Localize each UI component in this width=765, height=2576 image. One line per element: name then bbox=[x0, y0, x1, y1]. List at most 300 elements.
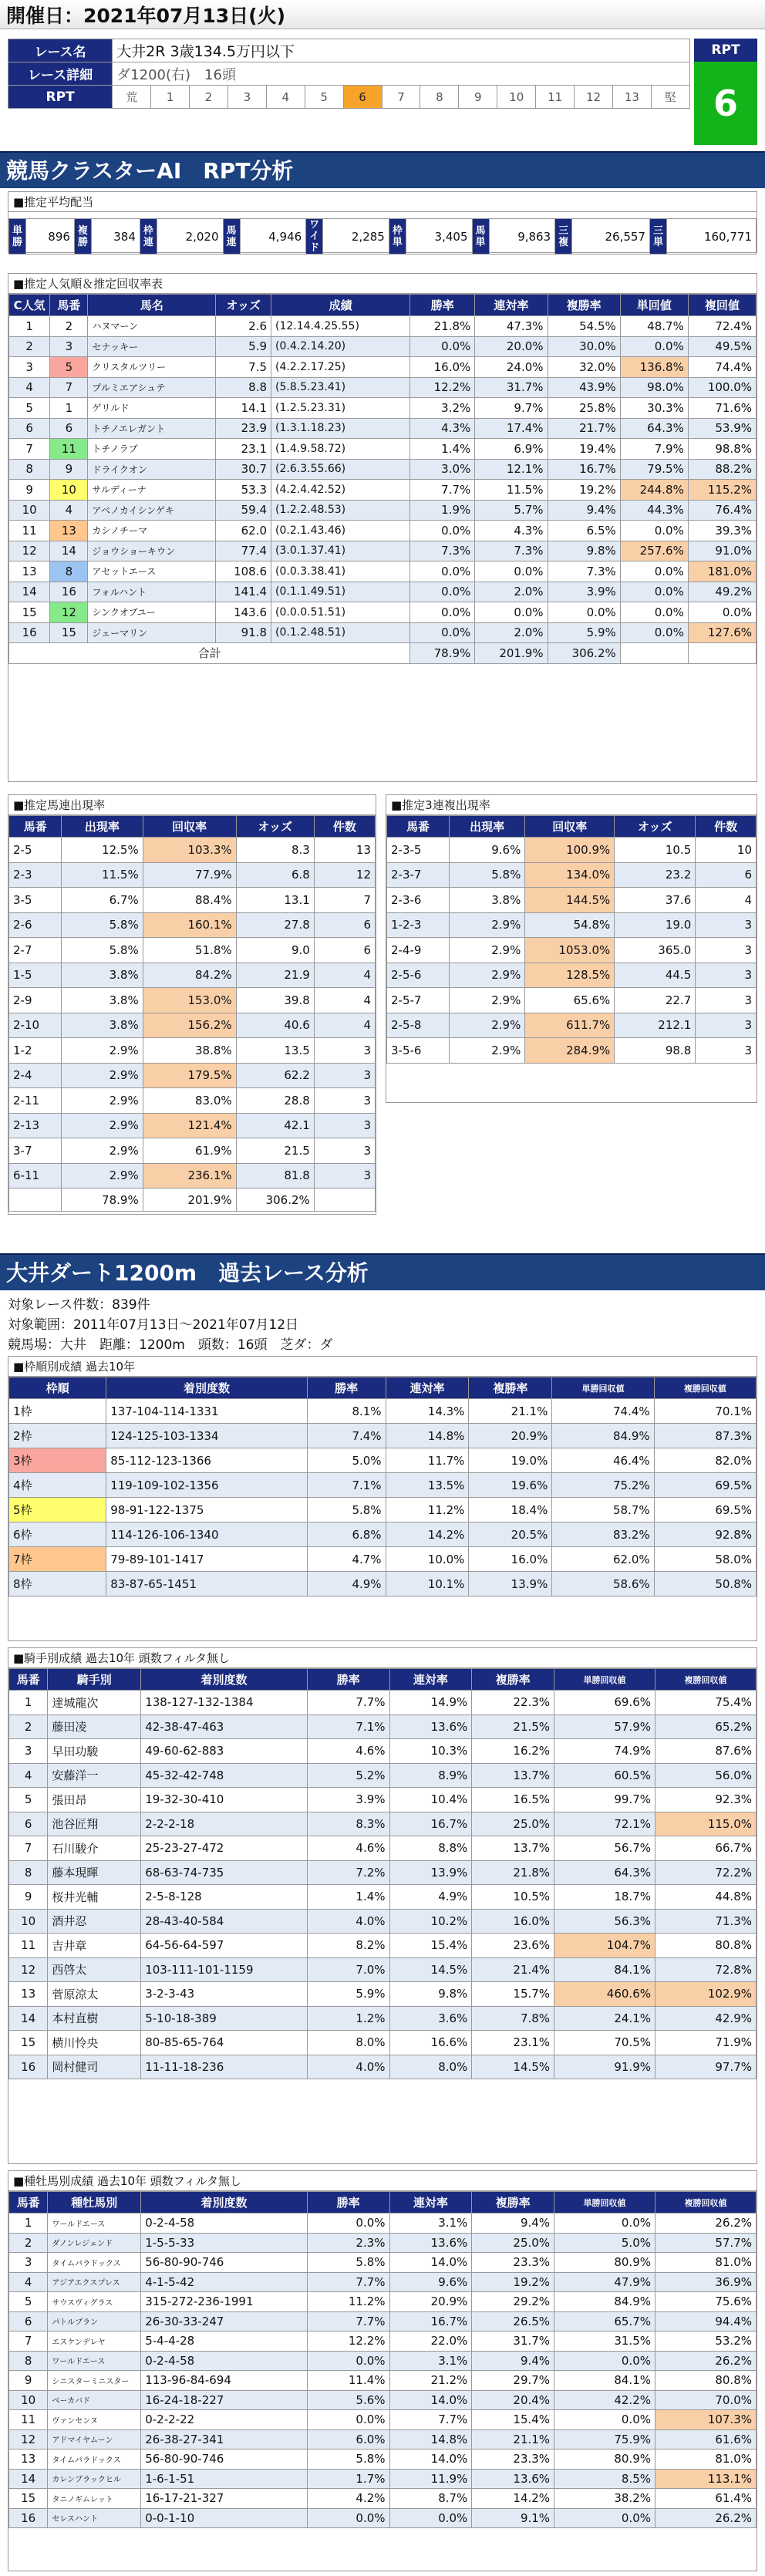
joctbl-cell: 21.5% bbox=[472, 1715, 554, 1739]
popularity-cell: 6 bbox=[9, 418, 50, 439]
joctbl-cell: 8.0% bbox=[307, 2031, 389, 2055]
wakutbl-cell: 21.1% bbox=[469, 1399, 552, 1424]
wakutbl-cell: 114-126-106-1340 bbox=[106, 1522, 308, 1547]
avg-key: 馬 単 bbox=[472, 219, 489, 255]
table-row bbox=[9, 1522, 757, 1547]
siretbl-cell: 75.9% bbox=[554, 2429, 655, 2450]
popularity-cell: 74.4% bbox=[688, 357, 756, 378]
umatbl-cell: 88.4% bbox=[143, 888, 236, 913]
popularity-cell: 3 bbox=[50, 336, 88, 357]
joctbl-cell: 21.4% bbox=[472, 1957, 554, 1982]
joctbl-cell: 16.6% bbox=[389, 2031, 472, 2055]
analysis-conditions: 競馬場：大井 距離：1200m 頭数：16頭 芝ダ：ダ bbox=[8, 1337, 333, 1353]
race-detail: ダ1200(右) 16頭 bbox=[113, 62, 690, 86]
popularity-header: 勝率 bbox=[410, 295, 475, 316]
avg-value: 160,771 bbox=[666, 219, 756, 255]
joctbl-cell: 14.5% bbox=[389, 1957, 472, 1982]
table-row bbox=[9, 1885, 757, 1910]
table-row bbox=[9, 1547, 757, 1572]
popularity-cell: 7.3% bbox=[475, 541, 548, 561]
wakutbl-cell: 7.1% bbox=[307, 1473, 386, 1498]
umatbl-cell: 62.2 bbox=[236, 1063, 314, 1088]
umatbl-cell: 2.9% bbox=[62, 1138, 143, 1164]
siretbl-cell: 84.1% bbox=[554, 2371, 655, 2391]
joctbl-cell: 16.0% bbox=[472, 1909, 554, 1934]
siretbl-cell: 57.7% bbox=[655, 2233, 757, 2253]
siretbl-cell: 16.7% bbox=[389, 2311, 472, 2332]
popularity-cell: 0.0% bbox=[688, 602, 756, 623]
wakutbl-cell: 87.3% bbox=[654, 1424, 756, 1448]
siretbl-cell: 13.6% bbox=[472, 2469, 554, 2489]
popularity-cell: 9.4% bbox=[548, 500, 620, 521]
wakutbl-cell: 58.6% bbox=[552, 1572, 654, 1597]
umatbl-cell: 6 bbox=[314, 938, 375, 963]
joctbl-cell: 68-63-74-735 bbox=[141, 1860, 308, 1885]
wakutbl-cell: 5枠 bbox=[9, 1498, 106, 1522]
umatbl-cell: 6 bbox=[314, 912, 375, 938]
joctbl-cell: 西啓太 bbox=[48, 1957, 141, 1982]
avg-value: 896 bbox=[26, 219, 75, 255]
joctbl-header: 連対率 bbox=[389, 1669, 472, 1691]
joctbl-cell: 25.0% bbox=[472, 1812, 554, 1836]
siretbl-cell: アジアエクスプレス bbox=[48, 2272, 141, 2292]
popularity-cell: アベノカイシンゲキ bbox=[88, 500, 216, 521]
table-row bbox=[9, 1812, 757, 1836]
table-row bbox=[9, 2272, 757, 2292]
umatbl-cell: 2-5 bbox=[9, 838, 62, 863]
siretbl-cell: 3.1% bbox=[389, 2351, 472, 2371]
table-row bbox=[9, 1739, 757, 1764]
siretbl-cell: 16-17-21-327 bbox=[141, 2489, 308, 2509]
popularity-cell: 108.6 bbox=[216, 561, 271, 582]
wakutbl-cell: 70.1% bbox=[654, 1399, 756, 1424]
joctbl-cell: 13.7% bbox=[472, 1836, 554, 1861]
santbl-cell: 2.9% bbox=[449, 988, 524, 1013]
siretbl-header: 勝率 bbox=[307, 2192, 389, 2214]
rpt-header: RPT bbox=[694, 39, 757, 62]
siretbl-cell: 14.8% bbox=[389, 2429, 472, 2450]
popularity-cell: 16.0% bbox=[410, 357, 475, 378]
popularity-cell: 0.0% bbox=[548, 602, 620, 623]
popularity-cell: 79.5% bbox=[620, 459, 688, 480]
siretbl-header: 馬番 bbox=[9, 2192, 48, 2214]
umatbl-cell: 3-7 bbox=[9, 1138, 62, 1164]
joctbl-header: 単勝回収値 bbox=[554, 1669, 655, 1691]
popularity-cell: 30.0% bbox=[548, 336, 620, 357]
popularity-cell: 39.3% bbox=[688, 521, 756, 541]
popularity-cell: (0.0.3.38.41) bbox=[271, 561, 410, 582]
table-row bbox=[9, 459, 757, 480]
joctbl-cell: 10 bbox=[9, 1909, 48, 1934]
umatbl-cell: 156.2% bbox=[143, 1013, 236, 1038]
table-row bbox=[9, 1836, 757, 1861]
umatbl-cell: 3.8% bbox=[62, 963, 143, 988]
popularity-cell: シンクオブユー bbox=[88, 602, 216, 623]
banner-analysis: 大井ダート1200m 過去レース分析 bbox=[0, 1253, 765, 1290]
popularity-cell: 0.0% bbox=[475, 561, 548, 582]
santbl-cell: 365.0 bbox=[615, 938, 696, 963]
joctbl-cell: 80-85-65-764 bbox=[141, 2031, 308, 2055]
wakutbl-cell: 58.7% bbox=[552, 1498, 654, 1522]
siretbl-cell: 80.9% bbox=[554, 2450, 655, 2470]
wakutbl-cell: 20.9% bbox=[469, 1424, 552, 1448]
santbl-cell: 54.8% bbox=[525, 912, 615, 938]
popularity-header: 馬名 bbox=[88, 295, 216, 316]
popularity-cell: 25.8% bbox=[548, 398, 620, 419]
sanrenpuku-title: ■推定3連複出現率 bbox=[386, 795, 757, 815]
joctbl-cell: 11-11-18-236 bbox=[141, 2055, 308, 2079]
siretbl-cell: 9.1% bbox=[472, 2508, 554, 2528]
popularity-cell: 3.9% bbox=[548, 582, 620, 602]
wakutbl-cell: 84.9% bbox=[552, 1424, 654, 1448]
umatbl-cell: 81.8 bbox=[236, 1163, 314, 1189]
umatbl-header: 回収率 bbox=[143, 816, 236, 838]
popularity-cell: 11.5% bbox=[475, 480, 548, 501]
joctbl-cell: 21.8% bbox=[472, 1860, 554, 1885]
santbl-header: 出現率 bbox=[449, 816, 524, 838]
popularity-cell: 0.0% bbox=[620, 561, 688, 582]
joctbl-cell: 56.3% bbox=[554, 1909, 655, 1934]
joctbl-cell: 4 bbox=[9, 1763, 48, 1788]
popularity-cell: 49.5% bbox=[688, 336, 756, 357]
joctbl-cell: 3 bbox=[9, 1739, 48, 1764]
joctbl-cell: 7.8% bbox=[472, 2006, 554, 2031]
table-row bbox=[9, 336, 757, 357]
siretbl-cell: 0.0% bbox=[389, 2508, 472, 2528]
siretbl-cell: 5-4-4-28 bbox=[141, 2332, 308, 2352]
table-row bbox=[9, 1013, 376, 1038]
siretbl-cell: 315-272-236-1991 bbox=[141, 2292, 308, 2312]
wakutbl-header: 勝率 bbox=[307, 1377, 386, 1399]
popularity-cell: 0.0% bbox=[620, 521, 688, 541]
siretbl-cell: 9.4% bbox=[472, 2214, 554, 2234]
wakutbl-cell: 58.0% bbox=[654, 1547, 756, 1572]
siretbl-cell: 14.0% bbox=[389, 2390, 472, 2410]
waku-table bbox=[8, 1377, 757, 1597]
popularity-cell: 4.3% bbox=[475, 521, 548, 541]
siretbl-cell: 3.1% bbox=[389, 2214, 472, 2234]
popularity-cell: (3.0.1.37.41) bbox=[271, 541, 410, 561]
umaren-total: 306.2% bbox=[236, 1189, 314, 1212]
popularity-cell: 0.0% bbox=[620, 582, 688, 602]
wakutbl-cell: 10.0% bbox=[386, 1547, 469, 1572]
rpt-scale-cell: 9 bbox=[459, 86, 497, 109]
siretbl-cell: タニノギムレット bbox=[48, 2489, 141, 2509]
siretbl-cell: 20.9% bbox=[389, 2292, 472, 2312]
table-row bbox=[387, 1038, 757, 1064]
umatbl-cell: 2.9% bbox=[62, 1088, 143, 1114]
table-row bbox=[9, 912, 376, 938]
joctbl-cell: 72.8% bbox=[655, 1957, 757, 1982]
joctbl-cell: 13 bbox=[9, 1982, 48, 2007]
santbl-cell: 212.1 bbox=[615, 1013, 696, 1038]
umatbl-cell: 4 bbox=[314, 1013, 375, 1038]
umatbl-cell: 6.7% bbox=[62, 888, 143, 913]
wakutbl-cell: 20.5% bbox=[469, 1522, 552, 1547]
table-row bbox=[9, 2410, 757, 2430]
siretbl-cell: 61.6% bbox=[655, 2429, 757, 2450]
popularity-cell: 72.4% bbox=[688, 316, 756, 337]
santbl-cell: 1-2-3 bbox=[387, 912, 450, 938]
santbl-header: 件数 bbox=[696, 816, 757, 838]
table-row bbox=[387, 862, 757, 888]
umatbl-cell: 61.9% bbox=[143, 1138, 236, 1164]
avg-payout-table bbox=[8, 218, 757, 255]
rpt-scale-cell: 堅 bbox=[651, 86, 689, 109]
popularity-cell: 0.0% bbox=[410, 622, 475, 643]
joctbl-header: 勝率 bbox=[307, 1669, 389, 1691]
wakutbl-cell: 14.3% bbox=[386, 1399, 469, 1424]
siretbl-cell: 11.2% bbox=[307, 2292, 389, 2312]
umatbl-cell: 9.0 bbox=[236, 938, 314, 963]
umatbl-cell: 3 bbox=[314, 1038, 375, 1064]
popularity-cell: 181.0% bbox=[688, 561, 756, 582]
joctbl-cell: 23.6% bbox=[472, 1934, 554, 1958]
siretbl-cell: 7.7% bbox=[307, 2311, 389, 2332]
siretbl-cell: 19.2% bbox=[472, 2272, 554, 2292]
wakutbl-cell: 137-104-114-1331 bbox=[106, 1399, 308, 1424]
joctbl-cell: 4.6% bbox=[307, 1739, 389, 1764]
umatbl-cell: 21.9 bbox=[236, 963, 314, 988]
popularity-cell: 31.7% bbox=[475, 377, 548, 398]
popularity-total-empty bbox=[688, 643, 756, 664]
umatbl-cell: 5.8% bbox=[62, 912, 143, 938]
popularity-cell: 10 bbox=[9, 500, 50, 521]
umatbl-cell: 13 bbox=[314, 838, 375, 863]
popularity-cell: 23.1 bbox=[216, 439, 271, 460]
joctbl-cell: 2-5-8-128 bbox=[141, 1885, 308, 1910]
santbl-cell: 1053.0% bbox=[525, 938, 615, 963]
siretbl-cell: 26.2% bbox=[655, 2214, 757, 2234]
joctbl-cell: 7.0% bbox=[307, 1957, 389, 1982]
umatbl-cell: 2-3 bbox=[9, 862, 62, 888]
joctbl-cell: 42.9% bbox=[655, 2006, 757, 2031]
siretbl-cell: アドマイヤムーン bbox=[48, 2429, 141, 2450]
popularity-cell: 3.0% bbox=[410, 459, 475, 480]
popularity-cell: トチノエレガント bbox=[88, 418, 216, 439]
siretbl-cell: 26.2% bbox=[655, 2508, 757, 2528]
popularity-cell: 7.5 bbox=[216, 357, 271, 378]
siretbl-cell: 1 bbox=[9, 2214, 48, 2234]
siretbl-cell: ワールドエース bbox=[48, 2214, 141, 2234]
table-row bbox=[9, 1763, 757, 1788]
umatbl-cell: 3 bbox=[314, 1088, 375, 1114]
popularity-cell: 8 bbox=[50, 561, 88, 582]
siretbl-header: 単勝回収値 bbox=[554, 2192, 655, 2214]
santbl-cell: 2-3-6 bbox=[387, 888, 450, 913]
wakutbl-cell: 2枠 bbox=[9, 1424, 106, 1448]
siretbl-cell: 47.9% bbox=[554, 2272, 655, 2292]
umatbl-cell: 3 bbox=[314, 1163, 375, 1189]
umatbl-cell: 39.8 bbox=[236, 988, 314, 1013]
joctbl-cell: 7.2% bbox=[307, 1860, 389, 1885]
avg-value: 384 bbox=[91, 219, 140, 255]
siretbl-cell: 25.0% bbox=[472, 2233, 554, 2253]
santbl-header: オッズ bbox=[615, 816, 696, 838]
avg-value: 2,020 bbox=[157, 219, 223, 255]
popularity-cell: 257.6% bbox=[620, 541, 688, 561]
umatbl-cell: 2-4 bbox=[9, 1063, 62, 1088]
wakutbl-cell: 11.2% bbox=[386, 1498, 469, 1522]
rpt-scale-cell: 13 bbox=[612, 86, 651, 109]
popularity-header: 馬番 bbox=[50, 295, 88, 316]
popularity-cell: 1.4% bbox=[410, 439, 475, 460]
table-row bbox=[9, 2351, 757, 2371]
popularity-cell: 88.2% bbox=[688, 459, 756, 480]
joctbl-cell: 115.0% bbox=[655, 1812, 757, 1836]
siretbl-cell: 0-2-4-58 bbox=[141, 2351, 308, 2371]
siretbl-cell: 0.0% bbox=[554, 2508, 655, 2528]
siretbl-cell: 21.1% bbox=[472, 2429, 554, 2450]
umatbl-cell: 27.8 bbox=[236, 912, 314, 938]
joctbl-cell: 4.9% bbox=[389, 1885, 472, 1910]
popularity-cell: 127.6% bbox=[688, 622, 756, 643]
wakutbl-cell: 74.4% bbox=[552, 1399, 654, 1424]
joctbl-cell: 8.0% bbox=[389, 2055, 472, 2079]
popularity-cell: 0.0% bbox=[410, 582, 475, 602]
joctbl-cell: 岡村健司 bbox=[48, 2055, 141, 2079]
santbl-cell: 3 bbox=[696, 1013, 757, 1038]
umatbl-cell: 2-6 bbox=[9, 912, 62, 938]
popularity-cell: 14 bbox=[9, 582, 50, 602]
joctbl-cell: 69.6% bbox=[554, 1691, 655, 1715]
joctbl-cell: 13.9% bbox=[389, 1860, 472, 1885]
table-row bbox=[9, 561, 757, 582]
wakutbl-cell: 18.4% bbox=[469, 1498, 552, 1522]
popularity-header: C人気 bbox=[9, 295, 50, 316]
joctbl-cell: 5.2% bbox=[307, 1763, 389, 1788]
jockey-table bbox=[8, 1668, 757, 2079]
table-row bbox=[9, 2390, 757, 2410]
popularity-cell: 3.2% bbox=[410, 398, 475, 419]
siretbl-cell: 8 bbox=[9, 2351, 48, 2371]
umatbl-cell: 160.1% bbox=[143, 912, 236, 938]
joctbl-cell: 56.7% bbox=[554, 1836, 655, 1861]
popularity-cell: 6.9% bbox=[475, 439, 548, 460]
popularity-cell: (0.4.2.14.20) bbox=[271, 336, 410, 357]
wakutbl-cell: 7.4% bbox=[307, 1424, 386, 1448]
siretbl-cell: 5.0% bbox=[554, 2233, 655, 2253]
table-row bbox=[9, 2371, 757, 2391]
joctbl-cell: 91.9% bbox=[554, 2055, 655, 2079]
wakutbl-cell: 6枠 bbox=[9, 1522, 106, 1547]
wakutbl-header: 枠順 bbox=[9, 1377, 106, 1399]
joctbl-cell: 13.6% bbox=[389, 1715, 472, 1739]
joctbl-header: 複勝回収値 bbox=[655, 1669, 757, 1691]
siretbl-cell: 107.3% bbox=[655, 2410, 757, 2430]
santbl-cell: 3 bbox=[696, 988, 757, 1013]
sire-title: ■種牡馬別成績 過去10年 頭数フィルタ無し bbox=[8, 2171, 757, 2191]
umatbl-cell: 5.8% bbox=[62, 938, 143, 963]
popularity-cell: 15 bbox=[50, 622, 88, 643]
joctbl-cell: 24.1% bbox=[554, 2006, 655, 2031]
popularity-cell: サルディーナ bbox=[88, 480, 216, 501]
popularity-cell: 77.4 bbox=[216, 541, 271, 561]
wakutbl-cell: 4.7% bbox=[307, 1547, 386, 1572]
rpt-scale-cell: 8 bbox=[420, 86, 459, 109]
joctbl-header: 馬番 bbox=[9, 1669, 48, 1691]
siretbl-cell: 6 bbox=[9, 2311, 48, 2332]
siretbl-cell: 5 bbox=[9, 2292, 48, 2312]
joctbl-cell: 本村直樹 bbox=[48, 2006, 141, 2031]
popularity-header: 複勝率 bbox=[548, 295, 620, 316]
popularity-cell: (0.2.1.43.46) bbox=[271, 521, 410, 541]
umatbl-cell: 13.1 bbox=[236, 888, 314, 913]
umatbl-cell: 13.5 bbox=[236, 1038, 314, 1064]
popularity-cell: ゲリルド bbox=[88, 398, 216, 419]
popularity-cell: 13 bbox=[9, 561, 50, 582]
popularity-cell: (2.6.3.55.66) bbox=[271, 459, 410, 480]
santbl-cell: 22.7 bbox=[615, 988, 696, 1013]
popularity-cell: 5 bbox=[9, 398, 50, 419]
popularity-cell: 21.7% bbox=[548, 418, 620, 439]
popularity-header: 複回値 bbox=[688, 295, 756, 316]
popularity-cell: 2.0% bbox=[475, 622, 548, 643]
popularity-cell: 9 bbox=[50, 459, 88, 480]
table-row bbox=[9, 2006, 757, 2031]
avg-payout-title: ■推定平均配当 bbox=[8, 192, 757, 212]
table-row bbox=[9, 1934, 757, 1958]
popularity-cell: 98.8% bbox=[688, 439, 756, 460]
umatbl-cell: 6-11 bbox=[9, 1163, 62, 1189]
umatbl-cell: 2-13 bbox=[9, 1113, 62, 1138]
joctbl-cell: 10.4% bbox=[389, 1788, 472, 1812]
popularity-cell: 53.3 bbox=[216, 480, 271, 501]
joctbl-cell: 80.8% bbox=[655, 1934, 757, 1958]
avg-key: 枠 単 bbox=[389, 219, 406, 255]
siretbl-cell: 5.6% bbox=[307, 2390, 389, 2410]
popularity-header: 単回値 bbox=[620, 295, 688, 316]
popularity-cell: 0.0% bbox=[410, 336, 475, 357]
avg-value: 4,946 bbox=[240, 219, 306, 255]
joctbl-cell: 吉井章 bbox=[48, 1934, 141, 1958]
joctbl-cell: 460.6% bbox=[554, 1982, 655, 2007]
joctbl-cell: 57.9% bbox=[554, 1715, 655, 1739]
joctbl-cell: 張田昂 bbox=[48, 1788, 141, 1812]
umaren-total: 201.9% bbox=[143, 1189, 236, 1212]
siretbl-cell: 26-30-33-247 bbox=[141, 2311, 308, 2332]
popularity-cell: 7.9% bbox=[620, 439, 688, 460]
joctbl-cell: 14 bbox=[9, 2006, 48, 2031]
siretbl-cell: 5.8% bbox=[307, 2253, 389, 2273]
table-row bbox=[387, 1013, 757, 1038]
santbl-cell: 6 bbox=[696, 862, 757, 888]
popularity-cell: 62.0 bbox=[216, 521, 271, 541]
wakutbl-cell: 4.9% bbox=[307, 1572, 386, 1597]
santbl-cell: 3 bbox=[696, 938, 757, 963]
santbl-cell: 611.7% bbox=[525, 1013, 615, 1038]
joctbl-cell: 16.5% bbox=[472, 1788, 554, 1812]
wakutbl-cell: 5.8% bbox=[307, 1498, 386, 1522]
siretbl-cell: 0.0% bbox=[554, 2351, 655, 2371]
wakutbl-cell: 11.7% bbox=[386, 1448, 469, 1473]
umatbl-cell: 1-5 bbox=[9, 963, 62, 988]
umatbl-cell: 1-2 bbox=[9, 1038, 62, 1064]
joctbl-cell: 71.9% bbox=[655, 2031, 757, 2055]
sanrenpuku-table bbox=[386, 815, 757, 1064]
joctbl-cell: 6 bbox=[9, 1812, 48, 1836]
joctbl-cell: 15.4% bbox=[389, 1934, 472, 1958]
umatbl-cell: 11.5% bbox=[62, 862, 143, 888]
siretbl-cell: 11 bbox=[9, 2410, 48, 2430]
rpt-scale-cell: 3 bbox=[227, 86, 266, 109]
umatbl-cell: 40.6 bbox=[236, 1013, 314, 1038]
siretbl-cell: 13 bbox=[9, 2450, 48, 2470]
siretbl-cell: 7.7% bbox=[307, 2272, 389, 2292]
popularity-cell: 8 bbox=[9, 459, 50, 480]
joctbl-cell: 1 bbox=[9, 1691, 48, 1715]
siretbl-cell: 0.0% bbox=[307, 2508, 389, 2528]
